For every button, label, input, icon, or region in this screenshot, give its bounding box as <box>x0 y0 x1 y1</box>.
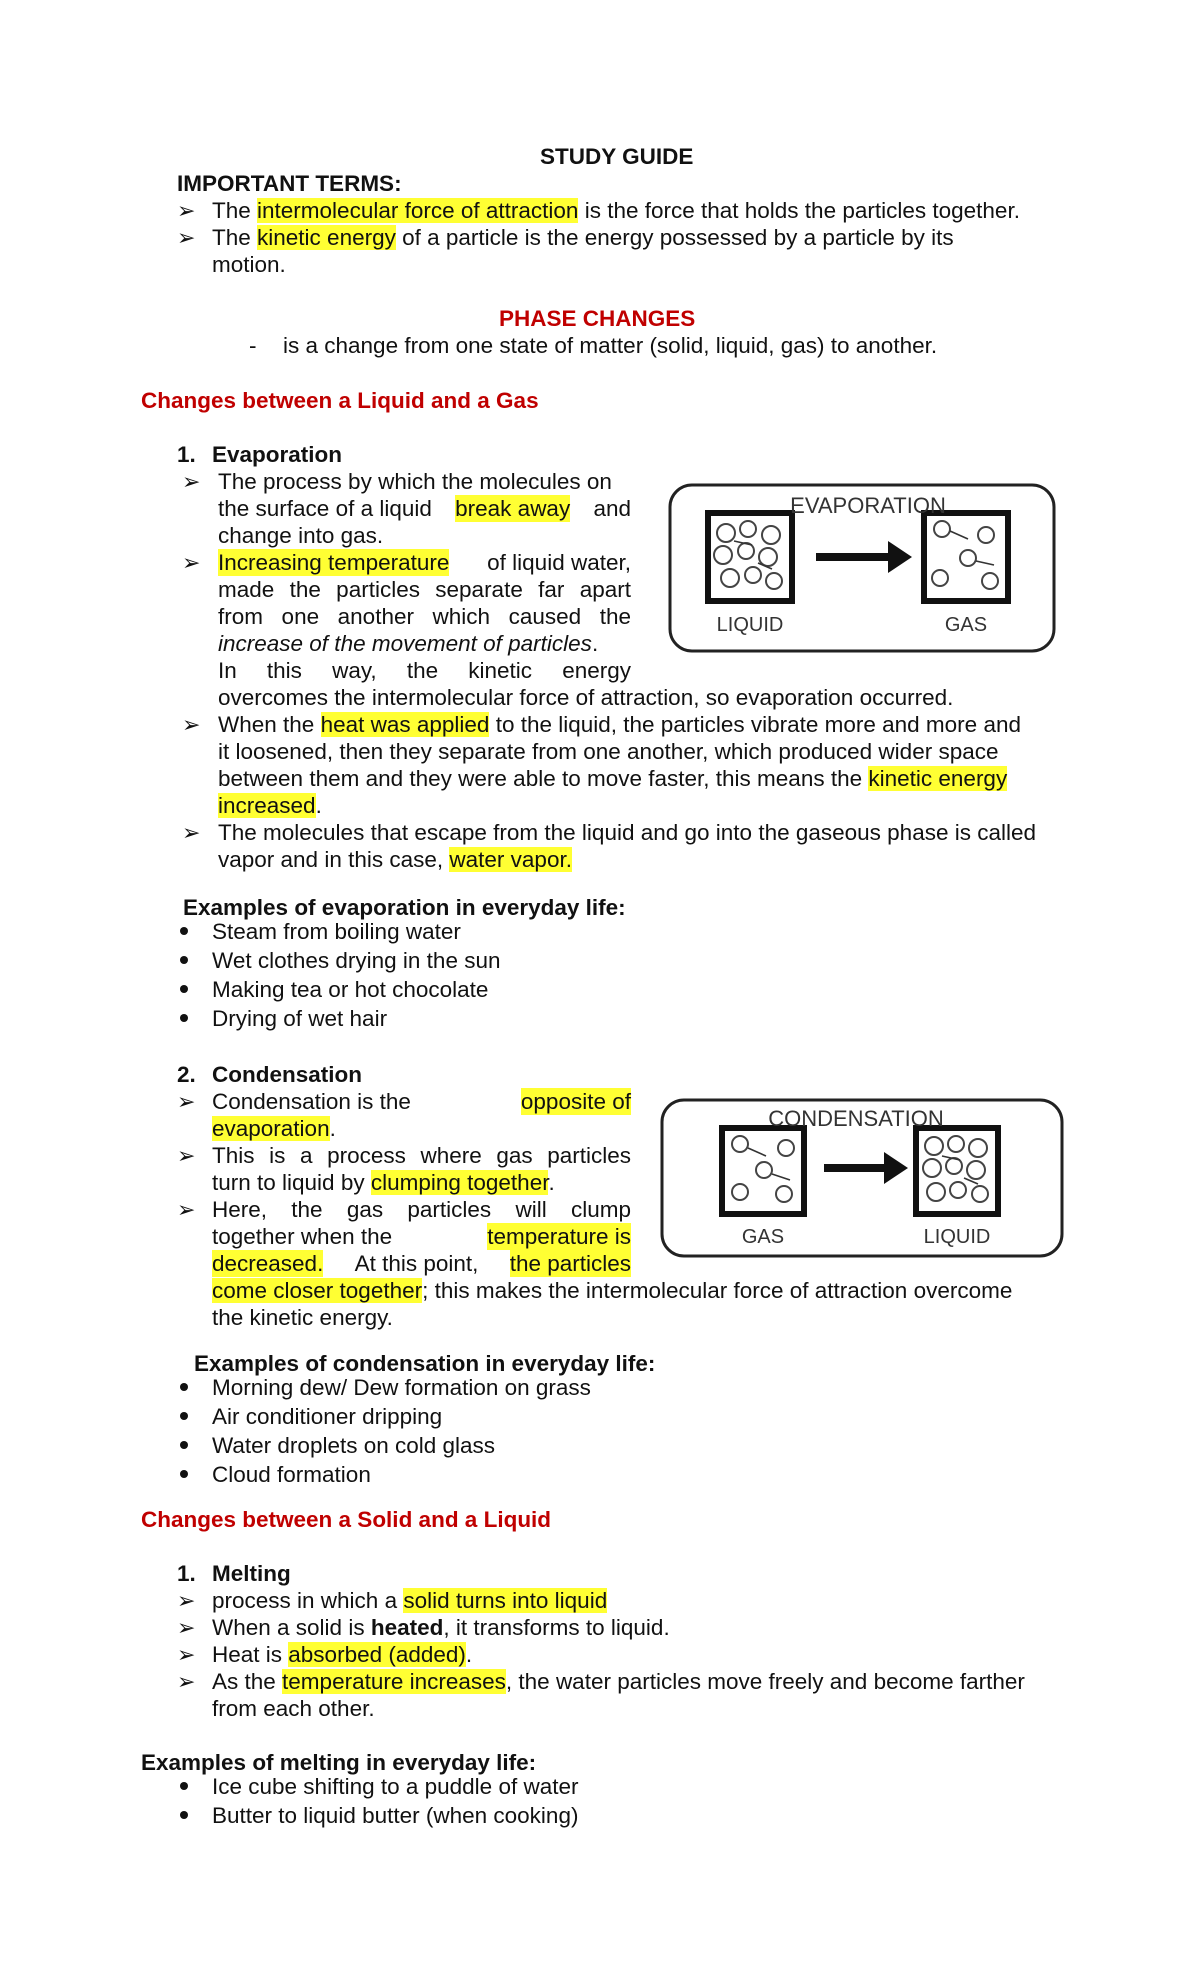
cond-text-line: turn to liquid by clumping together. <box>212 1170 555 1195</box>
evaporation-examples-heading: Examples of evaporation in everyday life: <box>183 895 626 920</box>
arrow-bullet-icon: ➢ <box>177 1615 196 1640</box>
evap-text-line: The molecules that escape from the liquid and go into the gaseous phase is called <box>218 820 1037 845</box>
evap-text-line: When the heat was applied to the liquid, the particles vibrate more and more and <box>218 712 1021 737</box>
melting-examples-heading: Examples of melting in everyday life: <box>141 1750 537 1775</box>
cond-text-line: Condensation is the opposite of <box>212 1089 631 1114</box>
condensation-figure-right-label: LIQUID <box>923 1226 991 1248</box>
evaporation-number: 1. <box>177 442 196 467</box>
condensation-figure-left-label: GAS <box>741 1226 785 1248</box>
page-title: STUDY GUIDE <box>540 144 694 169</box>
arrow-bullet-icon: ➢ <box>182 469 201 494</box>
evap-text-line: between them and they were able to move faster, this means the kinetic energy <box>218 766 1008 791</box>
phase-changes-heading: PHASE CHANGES <box>499 306 696 331</box>
condensation-diagram <box>660 1098 1064 1258</box>
evap-text-line: overcomes the intermolecular force of attraction, so evaporation occurred. <box>218 685 954 710</box>
bullet-dot-icon <box>180 1441 188 1449</box>
arrow-bullet-icon: ➢ <box>182 550 201 575</box>
list-item: Water droplets on cold glass <box>212 1433 496 1458</box>
condensation-number: 2. <box>177 1062 196 1087</box>
evap-text-line: it loosened, then they separate from one another, which produced wider space <box>218 739 999 764</box>
list-item: Butter to liquid butter (when cooking) <box>212 1803 579 1828</box>
liquid-gas-heading: Changes between a Liquid and a Gas <box>141 388 539 413</box>
evap-text-line: In this way, the kinetic energy <box>218 658 631 683</box>
term-kinetic-energy: The kinetic energy of a particle is the energy possessed by a particle by its <box>212 225 954 250</box>
bullet-dot-icon <box>180 956 188 964</box>
condensation-figure-title: CONDENSATION <box>768 1106 944 1131</box>
bullet-dot-icon <box>180 985 188 993</box>
list-item: Ice cube shifting to a puddle of water <box>212 1774 579 1799</box>
melt-text-line: from each other. <box>212 1696 375 1721</box>
condensation-title: Condensation <box>212 1062 362 1087</box>
arrow-bullet-icon: ➢ <box>177 1642 196 1667</box>
list-item: Air conditioner dripping <box>212 1404 443 1429</box>
arrow-bullet-icon: ➢ <box>177 225 196 250</box>
arrow-bullet-icon: ➢ <box>177 1143 196 1168</box>
bullet-dot-icon <box>180 1811 188 1819</box>
arrow-bullet-icon: ➢ <box>182 820 201 845</box>
evap-text-line: increase of the movement of particles. <box>218 631 599 656</box>
bullet-dot-icon <box>180 1383 188 1391</box>
arrow-bullet-icon: ➢ <box>177 1089 196 1114</box>
evap-text-line: Increasing temperature of liquid water, <box>218 550 631 575</box>
list-item: Morning dew/ Dew formation on grass <box>212 1375 591 1400</box>
evap-text-line: the surface of a liquid break away and <box>218 496 631 521</box>
evap-text-line: vapor and in this case, water vapor. <box>218 847 572 872</box>
list-item: Drying of wet hair <box>212 1006 388 1031</box>
evap-text-line: change into gas. <box>218 523 384 548</box>
cond-text-line: Here, the gas particles will clump <box>212 1197 631 1222</box>
list-item: Steam from boiling water <box>212 919 461 944</box>
bullet-dot-icon <box>180 1412 188 1420</box>
cond-text-line: the kinetic energy. <box>212 1305 393 1330</box>
arrow-bullet-icon: ➢ <box>177 198 196 223</box>
arrow-bullet-icon: ➢ <box>182 712 201 737</box>
evaporation-figure-right-label: GAS <box>944 614 988 636</box>
evap-text-line: from one another which caused the <box>218 604 631 629</box>
melting-title: Melting <box>212 1561 291 1586</box>
bullet-dot-icon <box>180 1782 188 1790</box>
list-item: Wet clothes drying in the sun <box>212 948 501 973</box>
evaporation-title: Evaporation <box>212 442 343 467</box>
bullet-dot-icon <box>180 927 188 935</box>
melt-text-line: process in which a solid turns into liquid <box>212 1588 608 1613</box>
term-kinetic-energy-cont: motion. <box>212 252 286 277</box>
arrow-bullet-icon: ➢ <box>177 1197 196 1222</box>
solid-liquid-heading: Changes between a Solid and a Liquid <box>141 1507 552 1532</box>
phase-definition: is a change from one state of matter (solid, liquid, gas) to another. <box>283 333 938 358</box>
dash-bullet: - <box>249 333 257 358</box>
melt-text-line: Heat is absorbed (added). <box>212 1642 473 1667</box>
evaporation-diagram <box>668 483 1056 653</box>
melt-text-line: As the temperature increases, the water particles move freely and become farther <box>212 1669 1025 1694</box>
cond-text-line: together when the temperature is <box>212 1224 631 1249</box>
important-terms-heading: IMPORTANT TERMS: <box>177 171 402 196</box>
list-item: Cloud formation <box>212 1462 371 1487</box>
evap-text-line: increased. <box>218 793 322 818</box>
list-item: Making tea or hot chocolate <box>212 977 489 1002</box>
evaporation-figure-left-label: LIQUID <box>716 614 784 636</box>
evap-text-line: The process by which the molecules on <box>218 469 612 494</box>
arrow-bullet-icon: ➢ <box>177 1588 196 1613</box>
term-intermolecular-force: The intermolecular force of attraction is the force that holds the particles together. <box>212 198 1020 223</box>
arrow-bullet-icon: ➢ <box>177 1669 196 1694</box>
bullet-dot-icon <box>180 1014 188 1022</box>
cond-text-line: This is a process where gas particles <box>212 1143 631 1168</box>
evaporation-figure-title: EVAPORATION <box>790 493 946 518</box>
evap-text-line: made the particles separate far apart <box>218 577 631 602</box>
condensation-examples-heading: Examples of condensation in everyday life: <box>194 1351 656 1376</box>
melt-text-line: When a solid is heated, it transforms to liquid. <box>212 1615 670 1640</box>
melting-number: 1. <box>177 1561 196 1586</box>
cond-text-line: come closer together; this makes the intermolecular force of attraction overcome <box>212 1278 1013 1303</box>
cond-text-line: decreased. At this point, the particles <box>212 1251 631 1276</box>
cond-text-line: evaporation. <box>212 1116 336 1141</box>
bullet-dot-icon <box>180 1470 188 1478</box>
